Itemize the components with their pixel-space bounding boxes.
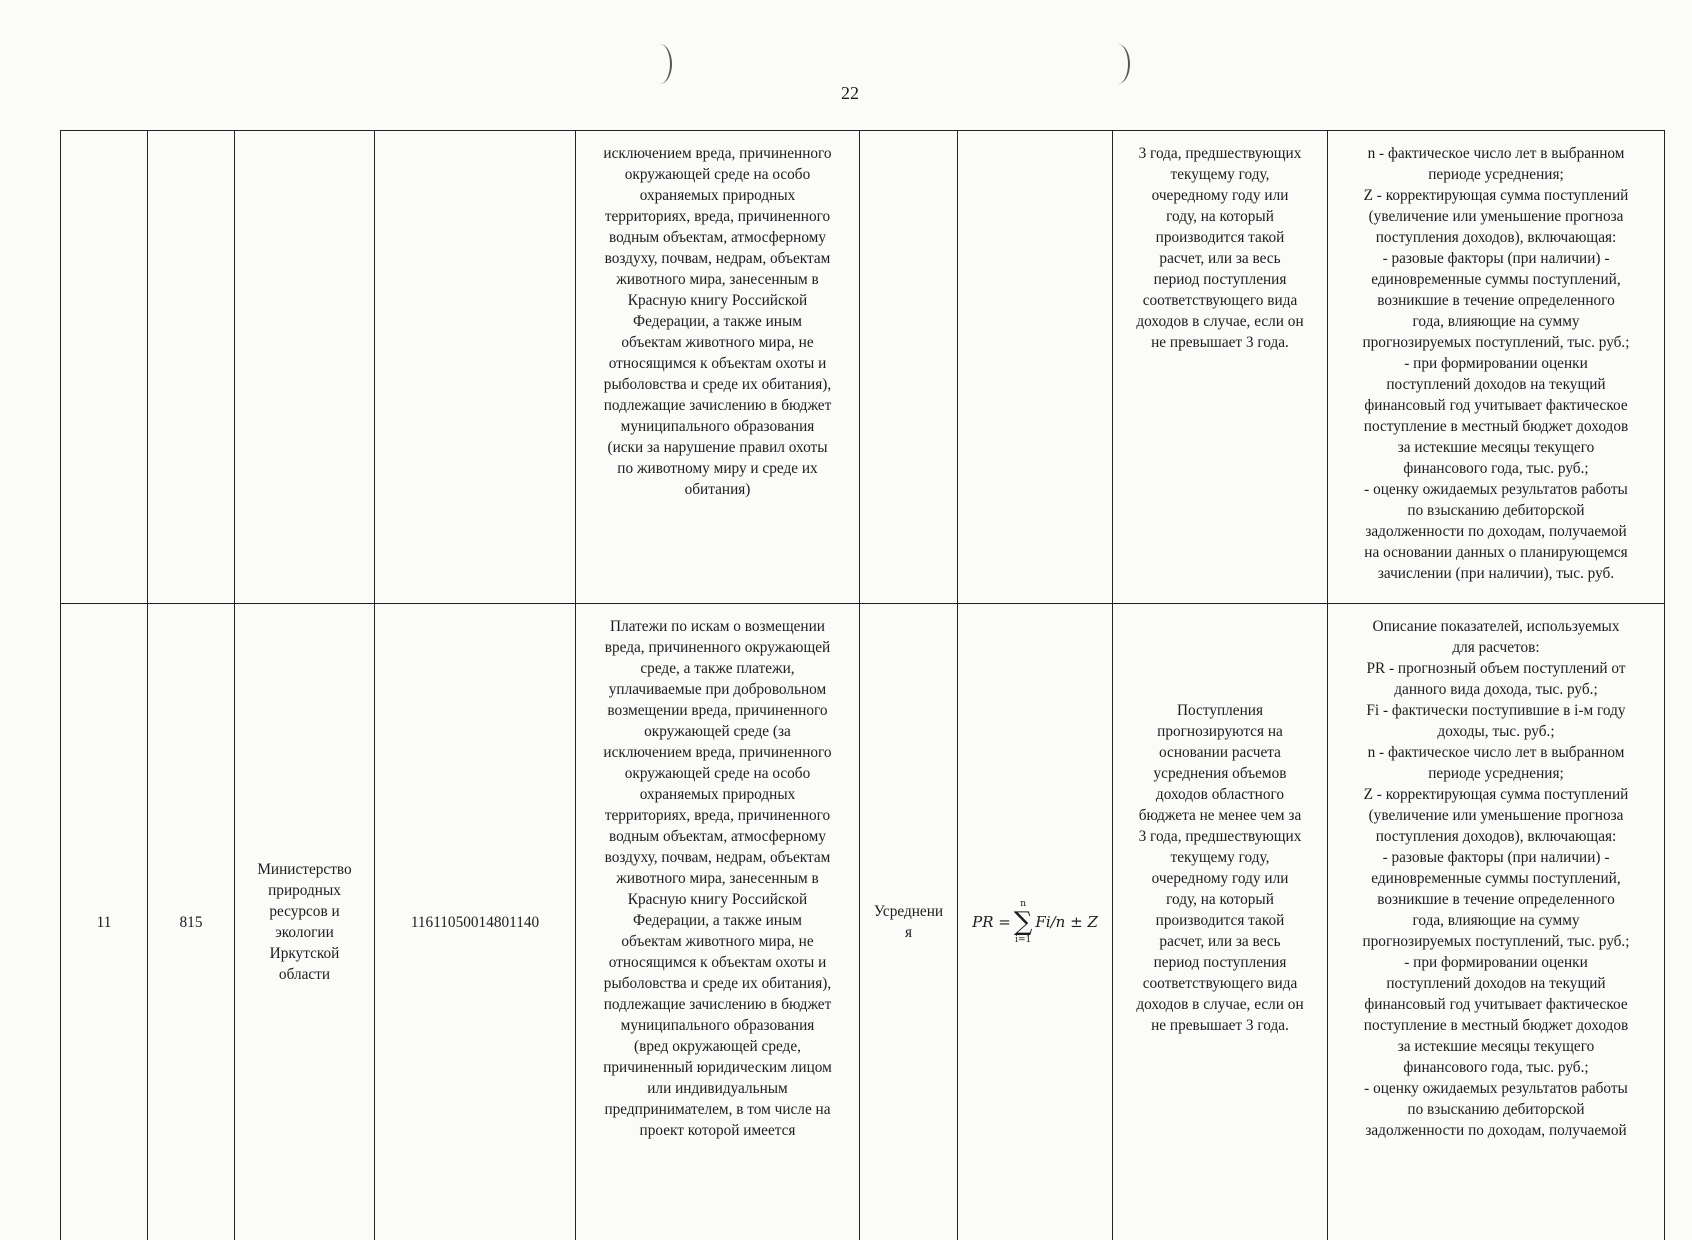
formula-lhs: PR = [972,912,1011,933]
text-line: по взысканию дебиторской [1331,1099,1661,1120]
cell-kbk: 11611050014801140 [375,604,576,1240]
text-line: очередному году или [1116,868,1324,889]
cell-administrator [235,604,375,1240]
text-line: доходы, тыс. руб.; [1331,721,1661,742]
text-line: финансовый год учитывает фактическое [1331,994,1661,1015]
text-line: расчет, или за весь [1116,248,1324,269]
text-line: охраняемых природных [579,784,856,805]
text-line: - при формировании оценки [1331,353,1661,374]
text-line: Платежи по искам о возмещении [579,616,856,637]
text-line: периоде усреднения; [1331,763,1661,784]
text-line: текущему году, [1116,847,1324,868]
text-line: прогнозируемых поступлений, тыс. руб.; [1331,931,1661,952]
cell-formula [958,131,1113,604]
text-line: относящимся к объектам охоты и [579,952,856,973]
text-line: я [863,922,954,943]
cell-code [148,131,235,604]
text-line: объектам животного мира, не [579,931,856,952]
text-line: задолженности по доходам, получаемой [1331,521,1661,542]
text-line: исключением вреда, причиненного [579,742,856,763]
text-line: расчет, или за весь [1116,931,1324,952]
text-line: воздуху, почвам, недрам, объектам [579,847,856,868]
text-line: проект которой имеется [579,1120,856,1141]
text-line: вреда, причиненного окружающей [579,637,856,658]
text-line: возникшие в течение определенного [1331,889,1661,910]
text-line: за истекшие месяцы текущего [1331,1036,1661,1057]
text-line: области [238,964,371,985]
cell-formula [958,604,1113,1240]
text-line: Красную книгу Российской [579,290,856,311]
text-line: Иркутской [238,943,371,964]
description-text [1331,616,1661,1141]
text-line: 3 года, предшествующих [1116,826,1324,847]
text-line: единовременные суммы поступлений, [1331,269,1661,290]
text-line: муниципального образования [579,1015,856,1036]
text-line: окружающей среде (за [579,721,856,742]
text-line: PR - прогнозный объем поступлений от [1331,658,1661,679]
text-line: текущему году, [1116,164,1324,185]
averaging-formula [972,899,1098,945]
table-row-11 [61,604,1665,1240]
text-line: доходов областного [1116,784,1324,805]
text-line: предпринимателем, в том числе на [579,1099,856,1120]
text-line: (иски за нарушение правил охоты [579,437,856,458]
text-line: зачислении (при наличии), тыс. руб. [1331,563,1661,584]
text-line: финансового года, тыс. руб.; [1331,458,1661,479]
text-line: (увеличение или уменьшение прогноза [1331,805,1661,826]
text-line: задолженности по доходам, получаемой [1331,1120,1661,1141]
text-line: поступление в местный бюджет доходов [1331,1015,1661,1036]
cell-number [61,131,148,604]
text-line: Z - корректирующая сумма поступлений [1331,185,1661,206]
text-line: основании расчета [1116,742,1324,763]
cell-method [860,131,958,604]
text-line: соответствующего вида [1116,290,1324,311]
sum-upper-limit: n [1020,899,1026,909]
text-line: не превышает 3 года. [1116,332,1324,353]
text-line: Fi - фактически поступившие в i-м году [1331,700,1661,721]
text-line: подлежащие зачислению в бюджет [579,395,856,416]
text-line: обитания) [579,479,856,500]
text-line: года, влияющие на сумму [1331,311,1661,332]
text-line: году, на который [1116,206,1324,227]
cell-revenue-name [576,131,860,604]
text-line: данного вида дохода, тыс. руб.; [1331,679,1661,700]
text-line: Поступления [1116,700,1324,721]
text-line: территориях, вреда, причиненного [579,206,856,227]
cell-kbk [375,131,576,604]
text-line: поступления доходов), включающая: [1331,227,1661,248]
text-line: территориях, вреда, причиненного [579,805,856,826]
cell-code: 815 [148,604,235,1240]
cell-algorithm [1113,131,1328,604]
cell-revenue-name [576,604,860,1240]
text-line: животного мира, занесенным в [579,868,856,889]
scan-artifact-right [1106,44,1130,84]
scan-artifact-left [648,44,672,84]
text-line: период поступления [1116,269,1324,290]
text-line: доходов в случае, если он [1116,311,1324,332]
text-line: - разовые факторы (при наличии) - [1331,847,1661,868]
text-line: прогнозируемых поступлений, тыс. руб.; [1331,332,1661,353]
text-line: по взысканию дебиторской [1331,500,1661,521]
table-row-continued [61,131,1665,604]
text-line: бюджета не менее чем за [1116,805,1324,826]
revenue-name-text [579,143,856,500]
text-line: производится такой [1116,910,1324,931]
text-line: поступления доходов), включающая: [1331,826,1661,847]
text-line: единовременные суммы поступлений, [1331,868,1661,889]
text-line: на основании данных о планирующемся [1331,542,1661,563]
text-line: уплачиваемые при добровольном [579,679,856,700]
text-line: среде, а также платежи, [579,658,856,679]
revenue-name-text [579,616,856,1141]
sum-sign: ∑ [1014,909,1033,935]
text-line: очередному году или [1116,185,1324,206]
text-line: за истекшие месяцы текущего [1331,437,1661,458]
text-line: рыболовства и среде их обитания), [579,374,856,395]
text-line: объектам животного мира, не [579,332,856,353]
text-line: (вред окружающей среде, [579,1036,856,1057]
text-line: животного мира, занесенным в [579,269,856,290]
text-line: усреднения объемов [1116,763,1324,784]
text-line: ресурсов и [238,901,371,922]
text-line: - при формировании оценки [1331,952,1661,973]
text-line: периоде усреднения; [1331,164,1661,185]
text-line: охраняемых природных [579,185,856,206]
text-line: природных [238,880,371,901]
text-line: период поступления [1116,952,1324,973]
text-line: водным объектам, атмосферному [579,826,856,847]
text-line: экологии [238,922,371,943]
text-line: Z - корректирующая сумма поступлений [1331,784,1661,805]
cell-method [860,604,958,1240]
text-line: поступление в местный бюджет доходов [1331,416,1661,437]
text-line: финансовый год учитывает фактическое [1331,395,1661,416]
text-line: n - фактическое число лет в выбранном [1331,742,1661,763]
text-line: подлежащие зачислению в бюджет [579,994,856,1015]
text-line: 3 года, предшествующих [1116,143,1324,164]
text-line: возмещении вреда, причиненного [579,700,856,721]
text-line: поступлений доходов на текущий [1331,374,1661,395]
algorithm-text [1116,700,1324,1036]
revenue-forecast-table [60,130,1665,1240]
sum-symbol-icon [1014,899,1033,945]
text-line: окружающей среде на особо [579,763,856,784]
description-text [1331,143,1661,584]
text-line: доходов в случае, если он [1116,994,1324,1015]
text-line: Описание показателей, используемых [1331,616,1661,637]
text-line: прогнозируются на [1116,721,1324,742]
page-number: 22 [828,83,872,104]
text-line: муниципального образования [579,416,856,437]
text-line: по животному миру и среде их [579,458,856,479]
method-text [863,901,954,943]
text-line: не превышает 3 года. [1116,1015,1324,1036]
text-line: окружающей среде на особо [579,164,856,185]
text-line: Красную книгу Российской [579,889,856,910]
text-line: - разовые факторы (при наличии) - [1331,248,1661,269]
text-line: возникшие в течение определенного [1331,290,1661,311]
text-line: рыболовства и среде их обитания), [579,973,856,994]
cell-number: 11 [61,604,148,1240]
cell-administrator [235,131,375,604]
text-line: для расчетов: [1331,637,1661,658]
text-line: - оценку ожидаемых результатов работы [1331,479,1661,500]
text-line: исключением вреда, причиненного [579,143,856,164]
text-line: воздуху, почвам, недрам, объектам [579,248,856,269]
text-line: n - фактическое число лет в выбранном [1331,143,1661,164]
cell-algorithm [1113,604,1328,1240]
text-line: причиненный юридическим лицом [579,1057,856,1078]
text-line: относящимся к объектам охоты и [579,353,856,374]
text-line: поступлений доходов на текущий [1331,973,1661,994]
text-line: (увеличение или уменьшение прогноза [1331,206,1661,227]
formula-rhs: Fi/n ± Z [1035,912,1097,933]
text-line: или индивидуальным [579,1078,856,1099]
text-line: года, влияющие на сумму [1331,910,1661,931]
text-line: производится такой [1116,227,1324,248]
text-line: Федерации, а также иным [579,910,856,931]
cell-description [1328,131,1665,604]
text-line: Усреднени [863,901,954,922]
sum-lower-limit: i=1 [1015,935,1031,945]
cell-description [1328,604,1665,1240]
algorithm-text [1116,143,1324,353]
text-line: соответствующего вида [1116,973,1324,994]
text-line: Федерации, а также иным [579,311,856,332]
text-line: году, на который [1116,889,1324,910]
text-line: водным объектам, атмосферному [579,227,856,248]
text-line: - оценку ожидаемых результатов работы [1331,1078,1661,1099]
text-line: финансового года, тыс. руб.; [1331,1057,1661,1078]
text-line: Министерство [238,859,371,880]
administrator-text [238,859,371,985]
